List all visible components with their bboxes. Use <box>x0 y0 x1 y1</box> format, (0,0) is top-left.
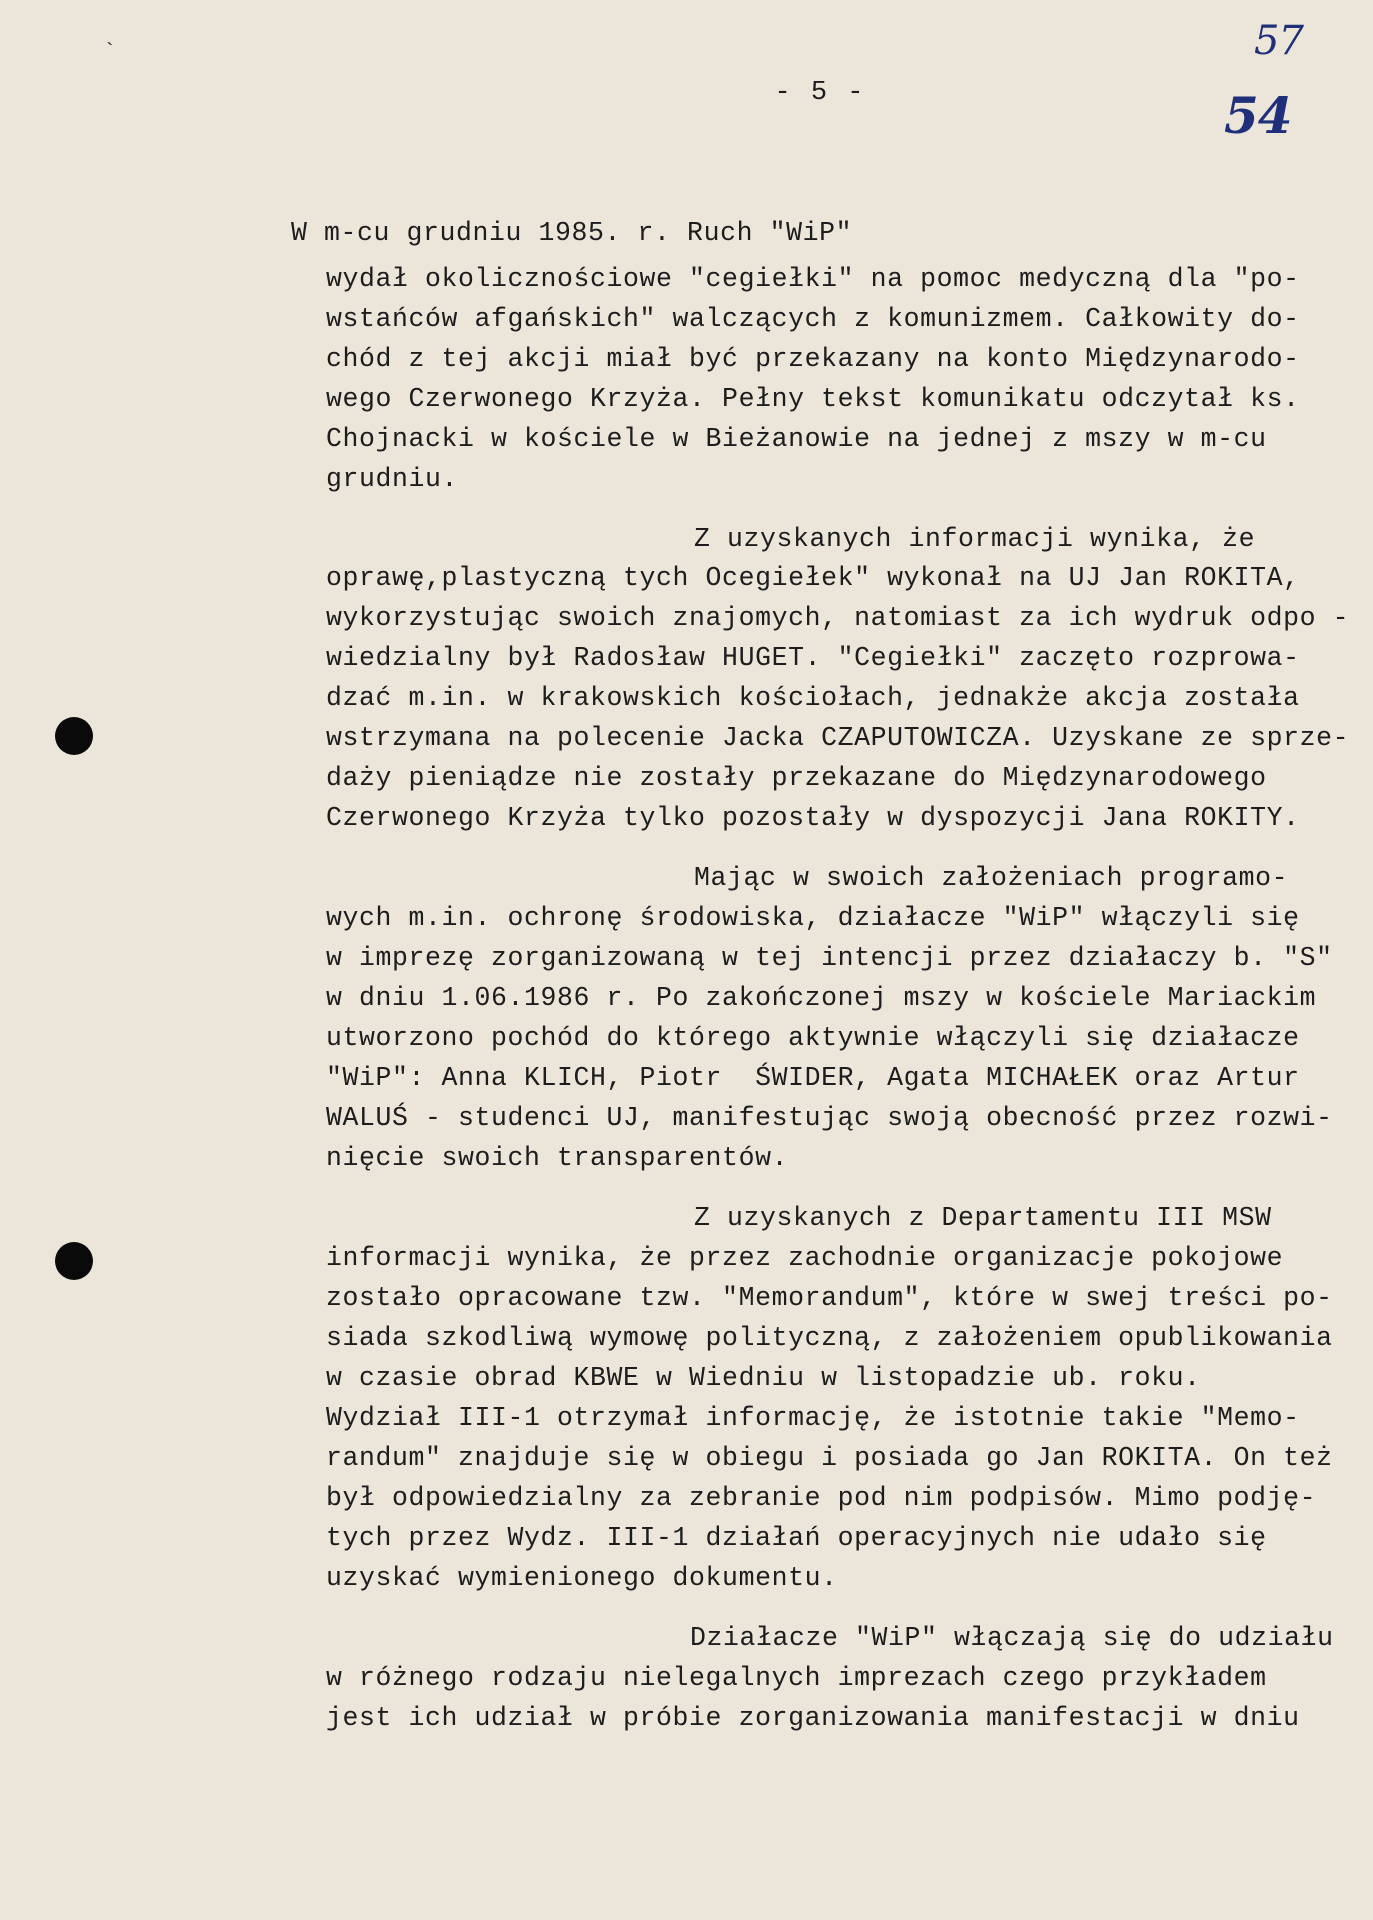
text-line: wydał okolicznościowe "cegiełki" na pomoc medyczną dla "po- <box>326 264 1300 294</box>
text-line: oprawę,plastyczną tych Ocegiełek" wykonał na UJ Jan ROKITA, <box>326 563 1300 593</box>
text-line: Chojnacki w kościele w Bieżanowie na jednej z mszy w m-cu <box>326 424 1267 454</box>
text-line: wych m.in. ochronę środowiska, działacze "WiP" włączyli się <box>326 903 1300 933</box>
text-line: dzać m.in. w krakowskich kościołach, jednakże akcja została <box>326 683 1300 713</box>
text-line: uzyskać wymienionego dokumentu. <box>326 1563 838 1593</box>
text-line: wstańców afgańskich" walczących z komunizmem. Całkowity do- <box>326 304 1300 334</box>
text-line: wiedzialny był Radosław HUGET. "Cegiełki" zaczęto rozprowa- <box>326 643 1300 673</box>
text-line: w czasie obrad KBWE w Wiedniu w listopadzie ub. roku. <box>326 1363 1201 1393</box>
text-line: tych przez Wydz. III-1 działań operacyjnych nie udało się <box>326 1523 1267 1553</box>
text-line: Z uzyskanych z Departamentu III MSW <box>694 1203 1272 1233</box>
text-line: wykorzystując swoich znajomych, natomiast za ich wydruk odpo - <box>326 603 1350 633</box>
text-line: wego Czerwonego Krzyża. Pełny tekst komunikatu odczytał ks. <box>326 384 1300 414</box>
text-line: wstrzymana na polecenie Jacka CZAPUTOWICZA. Uzyskane ze sprze- <box>326 723 1350 753</box>
stray-mark: ` <box>103 40 117 65</box>
text-line: W m-cu grudniu 1985. r. Ruch "WiP" <box>291 218 853 248</box>
text-line: jest ich udział w próbie zorganizowania manifestacji w dniu <box>326 1703 1300 1733</box>
text-line: informacji wynika, że przez zachodnie organizacje pokojowe <box>326 1243 1284 1273</box>
text-line: w imprezę zorganizowaną w tej intencji przez działaczy b. "S" <box>326 943 1333 973</box>
text-line: daży pieniądze nie zostały przekazane do Międzynarodowego <box>326 763 1267 793</box>
text-line: Czerwonego Krzyża tylko pozostały w dyspozycji Jana ROKITY. <box>326 803 1300 833</box>
text-line: utworzono pochód do którego aktywnie włączyli się działacze <box>326 1023 1300 1053</box>
text-line: chód z tej akcji miał być przekazany na konto Międzynarodo- <box>326 344 1300 374</box>
text-line: był odpowiedzialny za zebranie pod nim podpisów. Mimo podję- <box>326 1483 1317 1513</box>
text-line: nięcie swoich transparentów. <box>326 1143 789 1173</box>
text-line: "WiP": Anna KLICH, Piotr ŚWIDER, Agata MICHAŁEK oraz Artur <box>326 1063 1300 1093</box>
text-line: Z uzyskanych informacji wynika, że <box>694 524 1256 554</box>
text-line: WALUŚ - studenci UJ, manifestując swoją obecność przez rozwi- <box>326 1103 1333 1133</box>
text-line: w dniu 1.06.1986 r. Po zakończonej mszy w kościele Mariackim <box>326 983 1317 1013</box>
handwritten-folio-57: 57 <box>1254 18 1303 64</box>
punch-hole-upper <box>55 717 93 755</box>
page-number: - 5 - <box>774 78 866 108</box>
text-line: siada szkodliwą wymowę polityczną, z założeniem opublikowania <box>326 1323 1333 1353</box>
text-line: Działacze "WiP" włączają się do udziału <box>690 1623 1334 1653</box>
punch-hole-lower <box>55 1242 93 1280</box>
text-line: Wydział III-1 otrzymał informację, że istotnie takie "Memo- <box>326 1403 1300 1433</box>
text-line: w różnego rodzaju nielegalnych imprezach czego przykładem <box>326 1663 1267 1693</box>
text-line: randum" znajduje się w obiegu i posiada go Jan ROKITA. On też <box>326 1443 1333 1473</box>
text-line: Mając w swoich założeniach programo- <box>694 863 1289 893</box>
handwritten-folio-54: 54 <box>1224 86 1292 145</box>
text-line: grudniu. <box>326 464 459 494</box>
text-line: zostało opracowane tzw. "Memorandum", które w swej treści po- <box>326 1283 1333 1313</box>
